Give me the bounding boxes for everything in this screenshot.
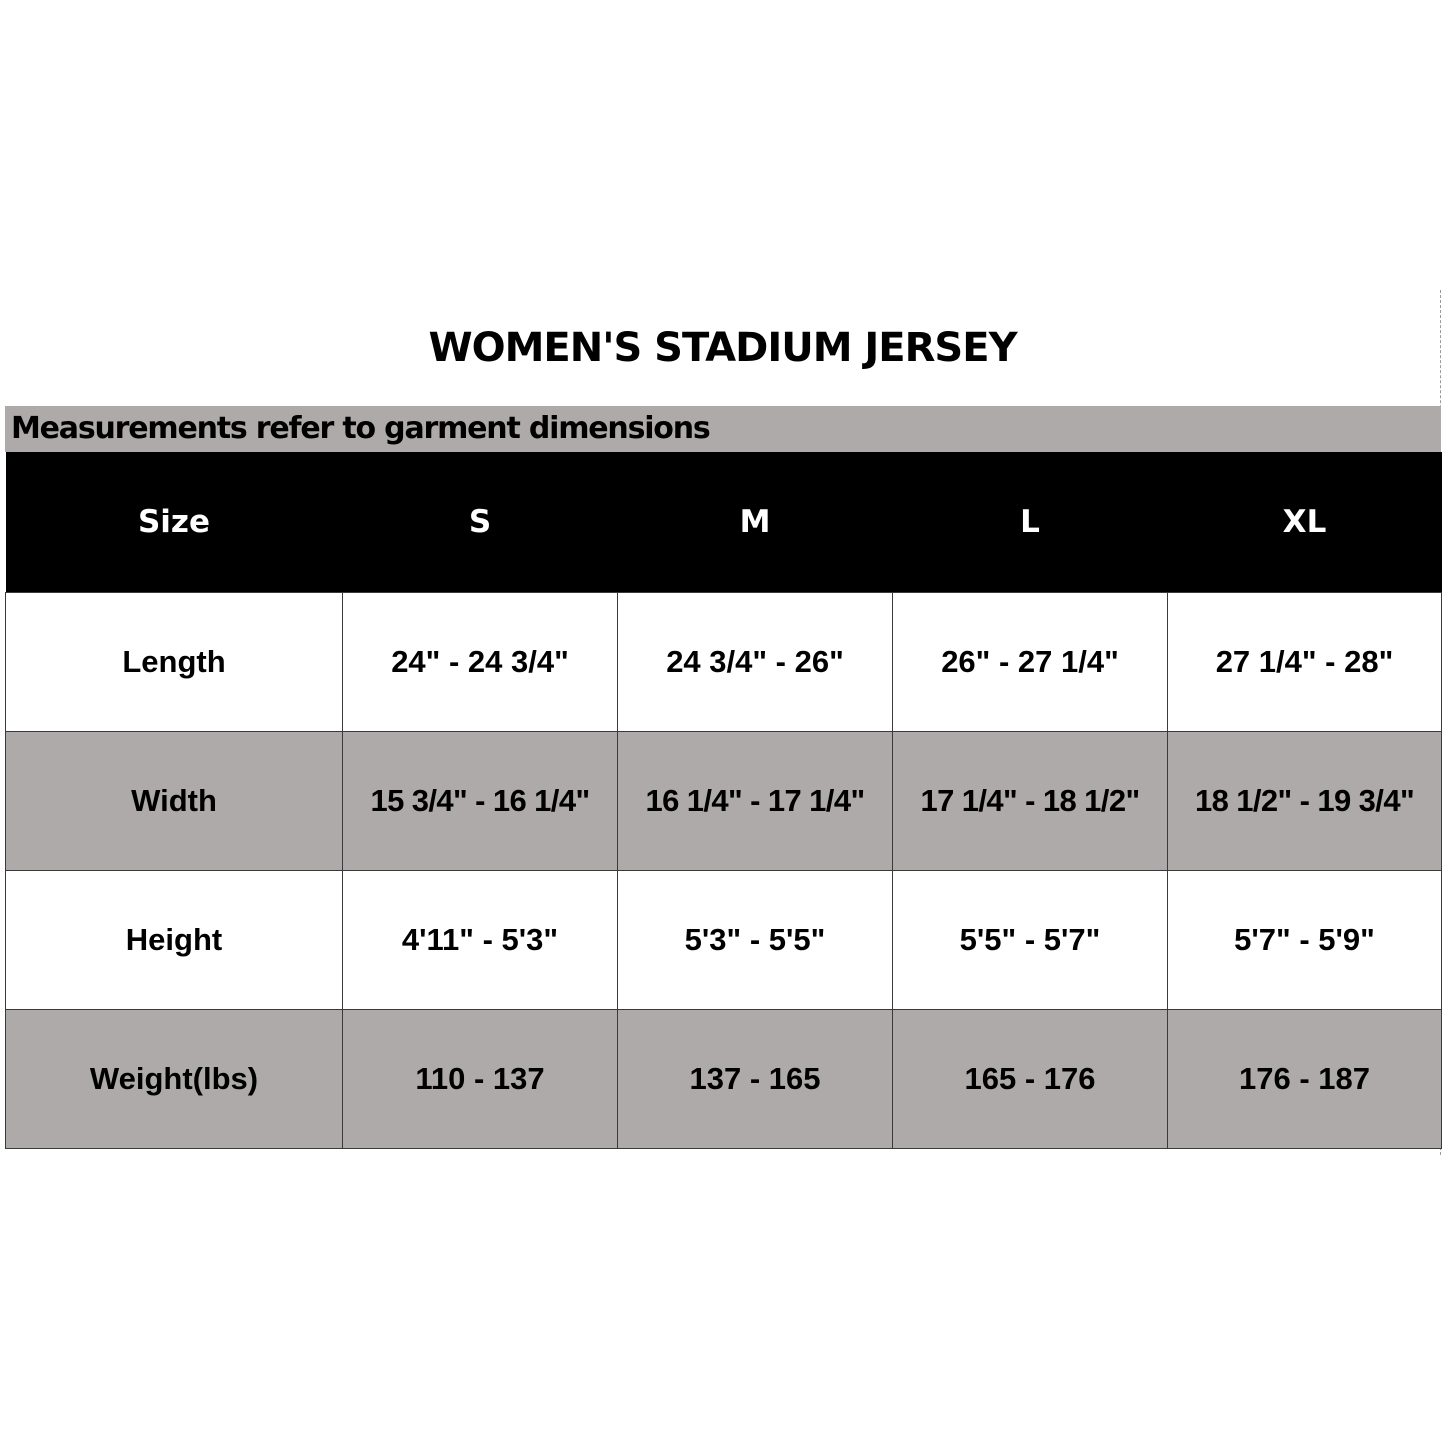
weight-s: 110 - 137 xyxy=(343,1010,618,1149)
width-m: 16 1/4" - 17 1/4" xyxy=(618,732,893,871)
height-m: 5'3" - 5'5" xyxy=(618,871,893,1010)
weight-l: 165 - 176 xyxy=(893,1010,1168,1149)
subtitle-band xyxy=(5,406,1441,452)
header-xl: XL xyxy=(1168,452,1442,593)
header-s: S xyxy=(343,452,618,593)
height-l: 5'5" - 5'7" xyxy=(893,871,1168,1010)
header-l: L xyxy=(893,452,1168,593)
height-xl: 5'7" - 5'9" xyxy=(1168,871,1442,1010)
row-label-weight: Weight(lbs) xyxy=(6,1010,343,1149)
width-xl: 18 1/2" - 19 3/4" xyxy=(1168,732,1442,871)
table-row-width xyxy=(6,732,1442,871)
header-m: M xyxy=(618,452,893,593)
header-size: Size xyxy=(6,452,343,593)
width-l: 17 1/4" - 18 1/2" xyxy=(893,732,1168,871)
row-label-length: Length xyxy=(6,593,343,732)
width-s: 15 3/4" - 16 1/4" xyxy=(343,732,618,871)
length-l: 26" - 27 1/4" xyxy=(893,593,1168,732)
subtitle: Measurements refer to garment dimensions xyxy=(11,411,710,446)
size-chart-table xyxy=(5,452,1442,1149)
table-row-height xyxy=(6,871,1442,1010)
table-row-length xyxy=(6,593,1442,732)
table-header-row xyxy=(6,452,1442,593)
weight-m: 137 - 165 xyxy=(618,1010,893,1149)
weight-xl: 176 - 187 xyxy=(1168,1010,1442,1149)
length-m: 24 3/4" - 26" xyxy=(618,593,893,732)
page-title: WOMEN'S STADIUM JERSEY xyxy=(428,325,1017,371)
row-label-height: Height xyxy=(6,871,343,1010)
row-label-width: Width xyxy=(6,732,343,871)
length-s: 24" - 24 3/4" xyxy=(343,593,618,732)
table-row-weight xyxy=(6,1010,1442,1149)
height-s: 4'11" - 5'3" xyxy=(343,871,618,1010)
length-xl: 27 1/4" - 28" xyxy=(1168,593,1442,732)
